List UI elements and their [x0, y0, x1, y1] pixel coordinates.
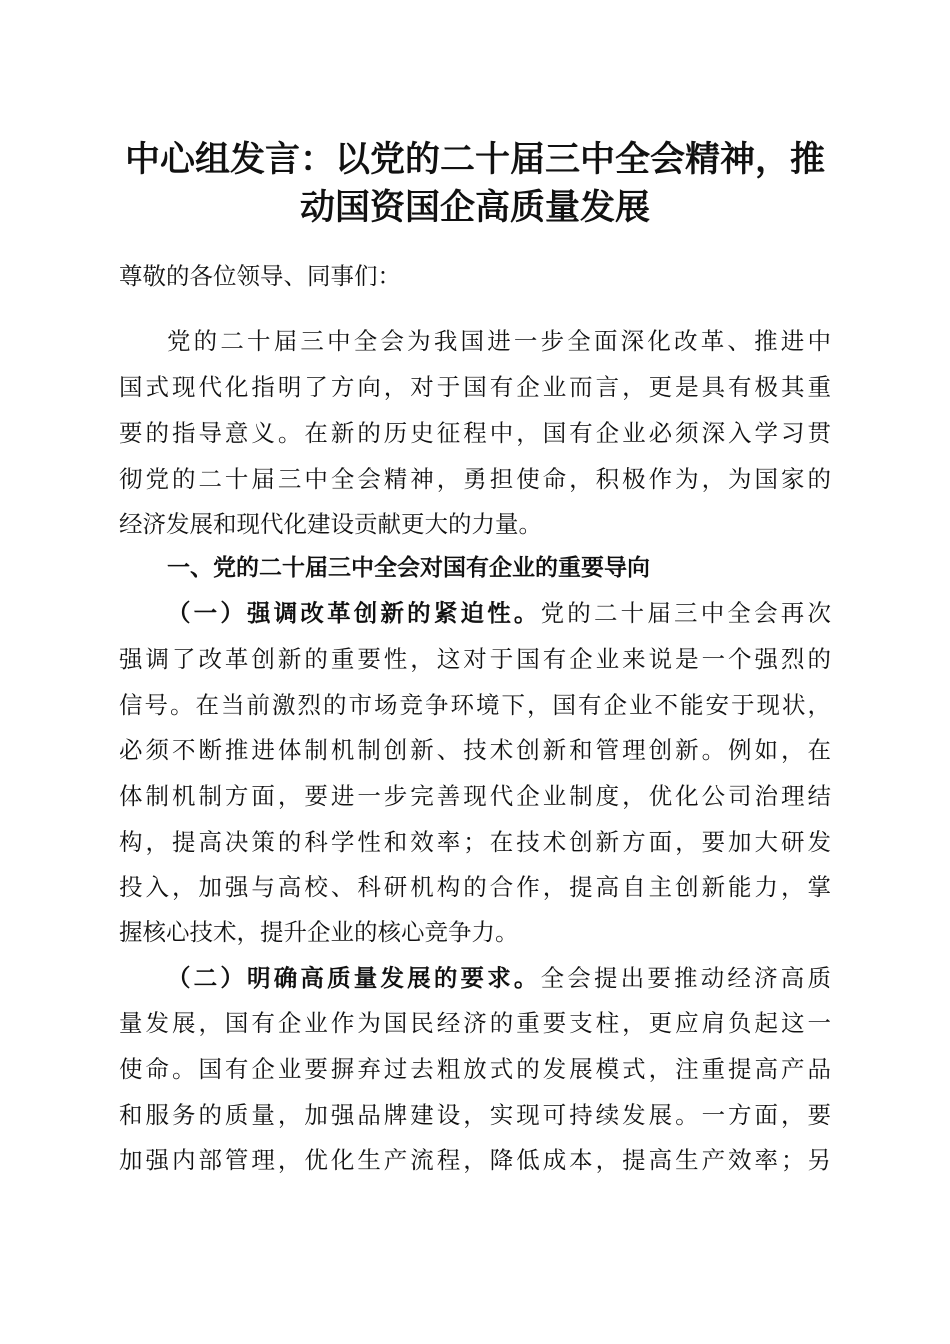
salutation: 尊敬的各位领导、同事们： — [119, 262, 401, 290]
intro-line: 党的二十届三中全会为我国进一步全面深化改革、推进中 — [167, 327, 831, 355]
document-title-line-1: 中心组发言：以党的二十届三中全会精神，推 — [124, 139, 825, 180]
item-2-line: 和服务的质量，加强品牌建设，实现可持续发展。一方面，要 — [119, 1101, 831, 1129]
section-heading: 一、党的二十届三中全会对国有企业的重要导向 — [167, 555, 650, 581]
item-2-lead: （二）明确高质量发展的要求。 — [167, 964, 541, 992]
intro-line: 要的指导意义。在新的历史征程中，国有企业必须深入学习贯 — [119, 419, 831, 447]
item-2-first-line — [167, 955, 831, 1001]
item-1-first-line-rest: 党的二十届三中全会再次 — [540, 599, 831, 627]
item-1-line: 必须不断推进体制机制创新、技术创新和管理创新。例如，在 — [119, 736, 831, 764]
item-1-line: 构，提高决策的科学性和效率；在技术创新方面，要加大研发 — [119, 828, 831, 856]
intro-line: 国式现代化指明了方向，对于国有企业而言，更是具有极其重 — [119, 373, 831, 401]
item-1-line: 信号。在当前激烈的市场竞争环境下，国有企业不能安于现状， — [119, 691, 831, 719]
item-1-line: 强调了改革创新的重要性，这对于国有企业来说是一个强烈的 — [119, 645, 831, 673]
item-1-first-line — [167, 590, 831, 636]
item-2-first-line-rest: 全会提出要推动经济高质 — [540, 964, 831, 992]
item-2-line: 量发展，国有企业作为国民经济的重要支柱，更应肩负起这一 — [119, 1009, 831, 1037]
item-2-line: 使命。国有企业要摒弃过去粗放式的发展模式，注重提高产品 — [119, 1055, 831, 1083]
item-1-lead: （一）强调改革创新的紧迫性。 — [167, 599, 541, 627]
intro-line: 彻党的二十届三中全会精神，勇担使命，积极作为，为国家的 — [119, 465, 831, 493]
intro-line: 经济发展和现代化建设贡献更大的力量。 — [119, 510, 542, 538]
item-1-line: 体制机制方面，要进一步完善现代企业制度，优化公司治理结 — [119, 782, 831, 810]
item-1-line: 握核心技术，提升企业的核心竞争力。 — [119, 918, 519, 946]
item-1-line: 投入，加强与高校、科研机构的合作，提高自主创新能力，掌 — [119, 873, 831, 901]
item-2-line: 加强内部管理，优化生产流程，降低成本，提高生产效率；另 — [119, 1146, 831, 1174]
document-title-line-2: 动国资国企高质量发展 — [299, 187, 650, 228]
